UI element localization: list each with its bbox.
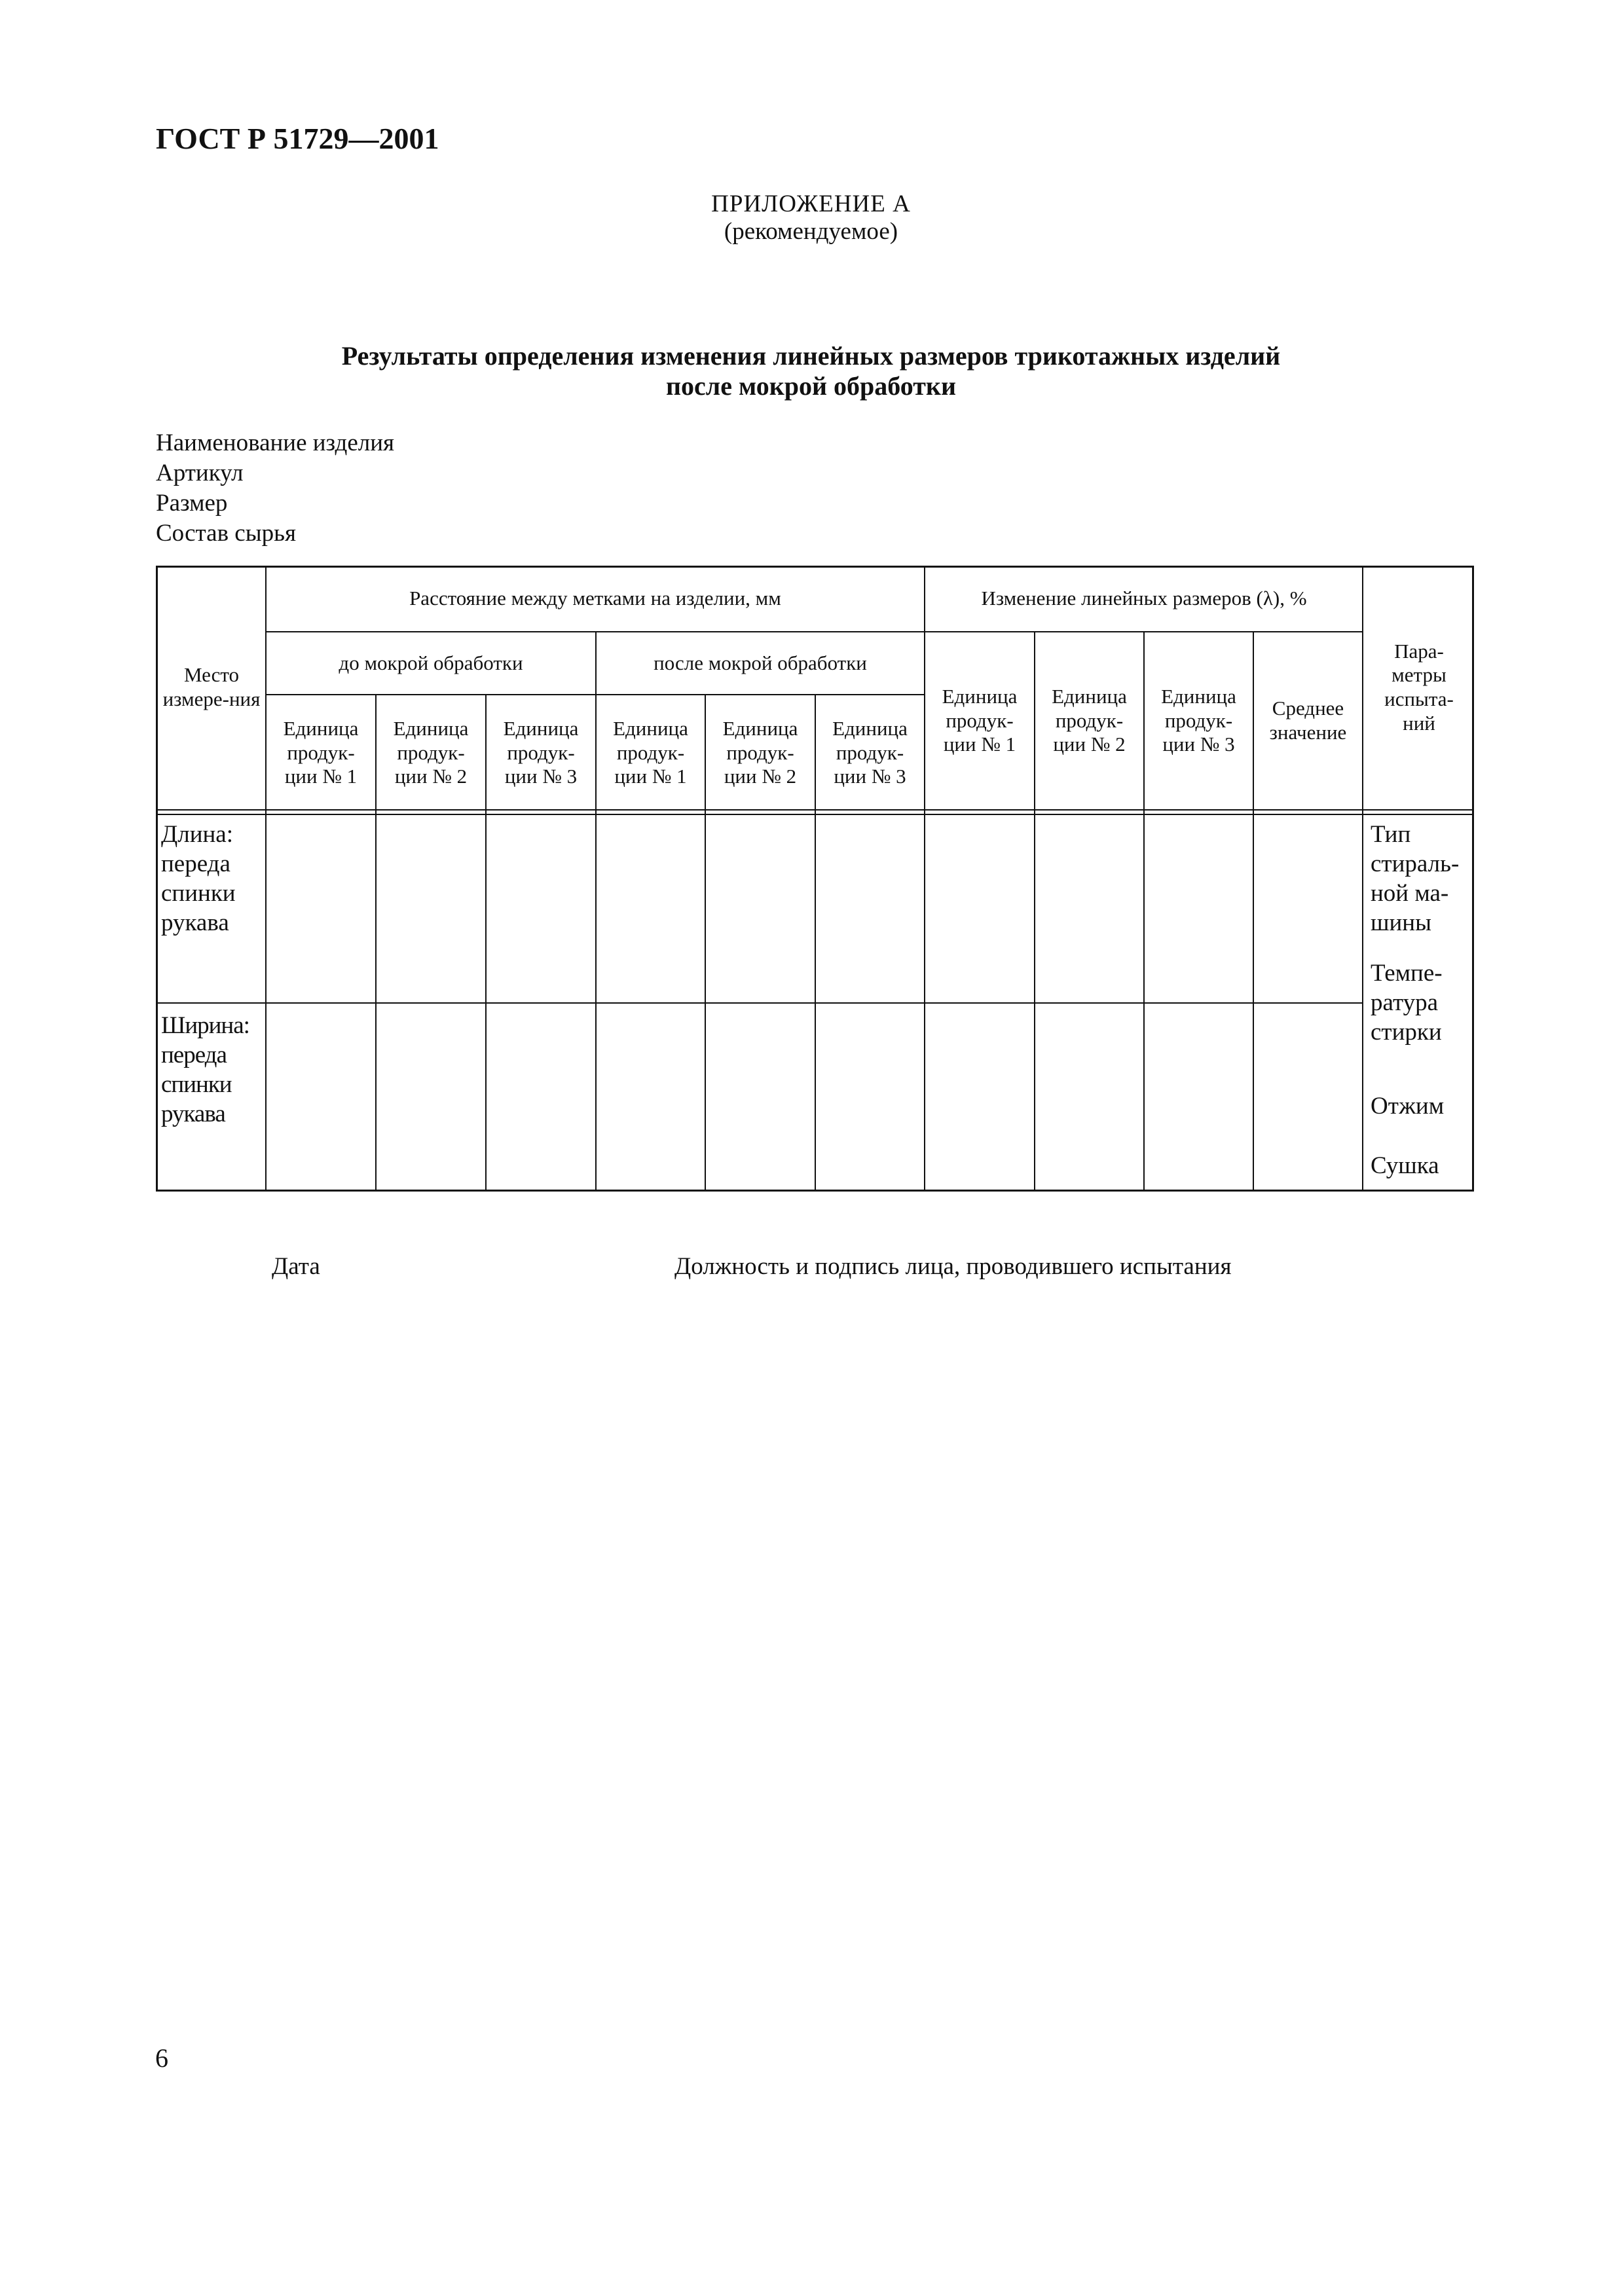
change-unit-3 xyxy=(1145,632,1252,809)
before-unit-1 xyxy=(267,697,375,809)
col-params-text: Пара-метры испыта-ний xyxy=(1384,639,1454,735)
vline-6 xyxy=(924,566,925,1192)
after-unit-3-text: Единица продук-ции № 3 xyxy=(832,717,908,788)
row-length-item-1: переда xyxy=(161,850,230,878)
table-border-left xyxy=(156,566,158,1192)
form-heading-line-1: Результаты определения изменения линейных размеров трикотажных изделий xyxy=(341,341,1281,371)
row-length-label xyxy=(161,820,236,938)
row-width-item-1: переда xyxy=(161,1042,227,1069)
vline-8 xyxy=(1143,631,1145,1192)
vline-3 xyxy=(595,631,597,1192)
group-distance-text: Расстояние между метками на изделии, мм xyxy=(409,586,781,610)
field-size: Размер xyxy=(156,490,228,517)
change-unit-1-text: Единица продук-ции № 1 xyxy=(942,685,1018,756)
group-change-text: Изменение линейных размеров (λ), % xyxy=(981,586,1307,610)
field-product-name: Наименование изделия xyxy=(156,429,395,456)
param-washing-machine: Тип стираль-ной ма-шины xyxy=(1371,821,1460,937)
date-label: Дата xyxy=(272,1253,320,1280)
row-separator xyxy=(156,1002,1363,1004)
group-distance-header xyxy=(267,566,923,631)
col-params-header xyxy=(1366,566,1472,809)
after-unit-1 xyxy=(597,697,704,809)
change-unit-3-text: Единица продук-ции № 3 xyxy=(1161,685,1236,756)
form-heading-line-2: после мокрой обработки xyxy=(666,371,956,401)
before-unit-3-text: Единица продук-ции № 3 xyxy=(503,717,579,788)
vline-7 xyxy=(1034,631,1035,1192)
document-code: ГОСТ Р 51729—2001 xyxy=(156,122,439,155)
field-composition: Состав сырья xyxy=(156,520,296,547)
vline-5 xyxy=(815,694,816,1192)
signature-label: Должность и подпись лица, проводившего испытания xyxy=(674,1253,1232,1280)
row-width-label xyxy=(161,1011,249,1129)
row-length-item-3: рукава xyxy=(161,909,229,937)
row-length-item-2: спинки xyxy=(161,880,236,907)
after-unit-2 xyxy=(707,697,814,809)
table-border-right xyxy=(1472,566,1474,1192)
change-unit-1 xyxy=(926,632,1033,809)
row-width-item-3: рукава xyxy=(161,1101,225,1128)
change-average-text: Среднее значение xyxy=(1269,697,1347,744)
change-unit-2 xyxy=(1036,632,1143,809)
after-unit-3 xyxy=(817,697,923,809)
appendix-title: ПРИЛОЖЕНИЕ А xyxy=(711,191,911,217)
vline-1 xyxy=(375,694,377,1192)
row-width-title: Ширина: xyxy=(161,1012,249,1039)
vline-2 xyxy=(485,694,487,1192)
param-spin: Отжим xyxy=(1371,1093,1445,1120)
sub-before-header xyxy=(267,632,595,694)
before-unit-2-text: Единица продук-ции № 2 xyxy=(393,717,469,788)
vline-4 xyxy=(705,694,706,1192)
appendix-subtitle: (рекомендуемое) xyxy=(724,218,898,245)
vline-0 xyxy=(265,566,267,1192)
col-place-text: Место измере-ния xyxy=(162,663,261,710)
after-unit-2-text: Единица продук-ции № 2 xyxy=(722,717,798,788)
vline-10 xyxy=(1362,566,1363,1192)
before-unit-3 xyxy=(487,697,595,809)
change-unit-2-text: Единица продук-ции № 2 xyxy=(1052,685,1127,756)
sub-after-text: после мокрой обработки xyxy=(654,651,867,674)
row-width-item-2: спинки xyxy=(161,1071,232,1099)
vline-9 xyxy=(1253,631,1254,1192)
sub-after-header xyxy=(597,632,923,694)
param-temperature: Темпе-ратура стирки xyxy=(1371,960,1443,1046)
field-article: Артикул xyxy=(156,460,244,486)
before-unit-2 xyxy=(377,697,485,809)
col-place-header xyxy=(160,566,263,809)
page-number: 6 xyxy=(155,2043,168,2073)
before-unit-1-text: Единица продук-ции № 1 xyxy=(283,717,359,788)
after-unit-1-text: Единица продук-ции № 1 xyxy=(613,717,688,788)
row-length-title: Длина: xyxy=(161,821,234,848)
sub-before-text: до мокрой обработки xyxy=(339,651,523,674)
group-change-header xyxy=(926,566,1362,631)
param-drying: Сушка xyxy=(1371,1152,1439,1179)
measurement-table xyxy=(156,566,1474,1192)
change-average xyxy=(1255,632,1361,809)
